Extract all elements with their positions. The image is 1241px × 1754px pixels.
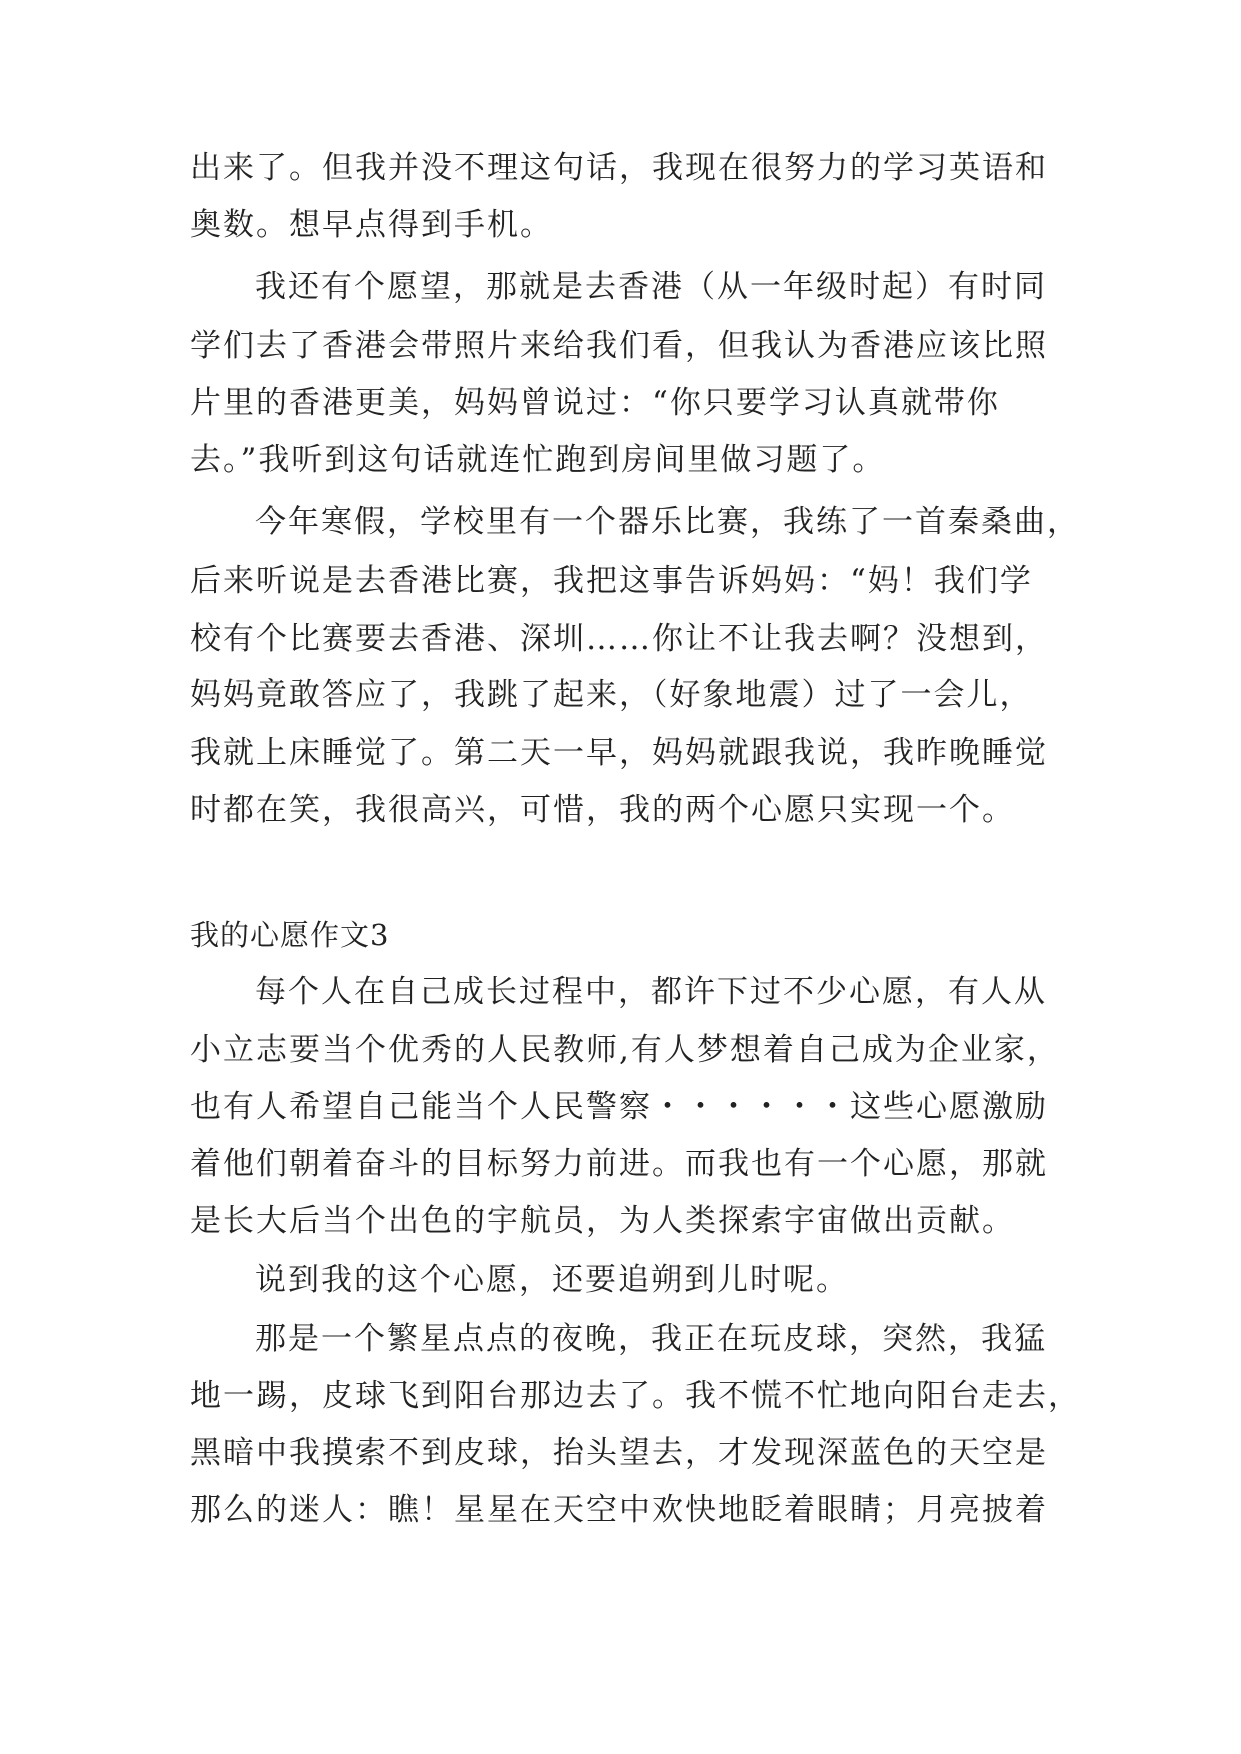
text-line: 小立志要当个优秀的人民教师,有人梦想着自己成为企业家， (190, 1032, 1060, 1068)
text-line: 去。”我听到这句话就连忙跑到房间里做习题了。 (190, 442, 886, 478)
text-line: 也有人希望自己能当个人民警察・・・・・・这些心愿激励 (190, 1089, 1048, 1125)
text-line: 那么的迷人：瞧！星星在天空中欢快地眨着眼睛；月亮披着 (190, 1492, 1048, 1528)
paragraph-start-line: 今年寒假，学校里有一个器乐比赛，我练了一首秦桑曲， (255, 504, 1080, 540)
text-line: 片里的香港更美，妈妈曾说过：“你只要学习认真就带你 (190, 385, 1000, 421)
paragraph-start-line: 那是一个繁星点点的夜晚，我正在玩皮球，突然，我猛 (255, 1321, 1047, 1357)
text-line: 我就上床睡觉了。第二天一早，妈妈就跟我说，我昨晚睡觉 (190, 735, 1048, 771)
text-line: 地一踢，皮球飞到阳台那边去了。我不慌不忙地向阳台走去， (190, 1378, 1081, 1414)
text-line: 是长大后当个出色的宇航员，为人类探索宇宙做出贡献。 (190, 1203, 1015, 1239)
text-line: 奥数。想早点得到手机。 (190, 207, 553, 243)
text-line: 妈妈竟敢答应了，我跳了起来，（好象地震）过了一会儿， (190, 677, 1033, 713)
paragraph-start-line: 每个人在自己成长过程中，都许下过不少心愿，有人从 (255, 974, 1047, 1010)
text-line: 后来听说是去香港比赛，我把这事告诉妈妈：“妈！我们学 (190, 563, 1033, 599)
section-heading: 我的心愿作文3 (190, 918, 390, 952)
text-line: 着他们朝着奋斗的目标努力前进。而我也有一个心愿，那就 (190, 1146, 1048, 1182)
text-line: 学们去了香港会带照片来给我们看，但我认为香港应该比照 (190, 328, 1048, 364)
text-line: 校有个比赛要去香港、深圳……你让不让我去啊？没想到， (190, 621, 1048, 657)
paragraph-start-line: 我还有个愿望，那就是去香港（从一年级时起）有时同 (255, 269, 1047, 305)
text-line: 时都在笑，我很高兴，可惜，我的两个心愿只实现一个。 (190, 792, 1015, 828)
text-line: 出来了。但我并没不理这句话，我现在很努力的学习英语和 (190, 150, 1048, 186)
text-line: 黑暗中我摸索不到皮球，抬头望去，才发现深蓝色的天空是 (190, 1435, 1048, 1471)
paragraph-start-line: 说到我的这个心愿，还要追朔到儿时呢。 (255, 1262, 849, 1298)
